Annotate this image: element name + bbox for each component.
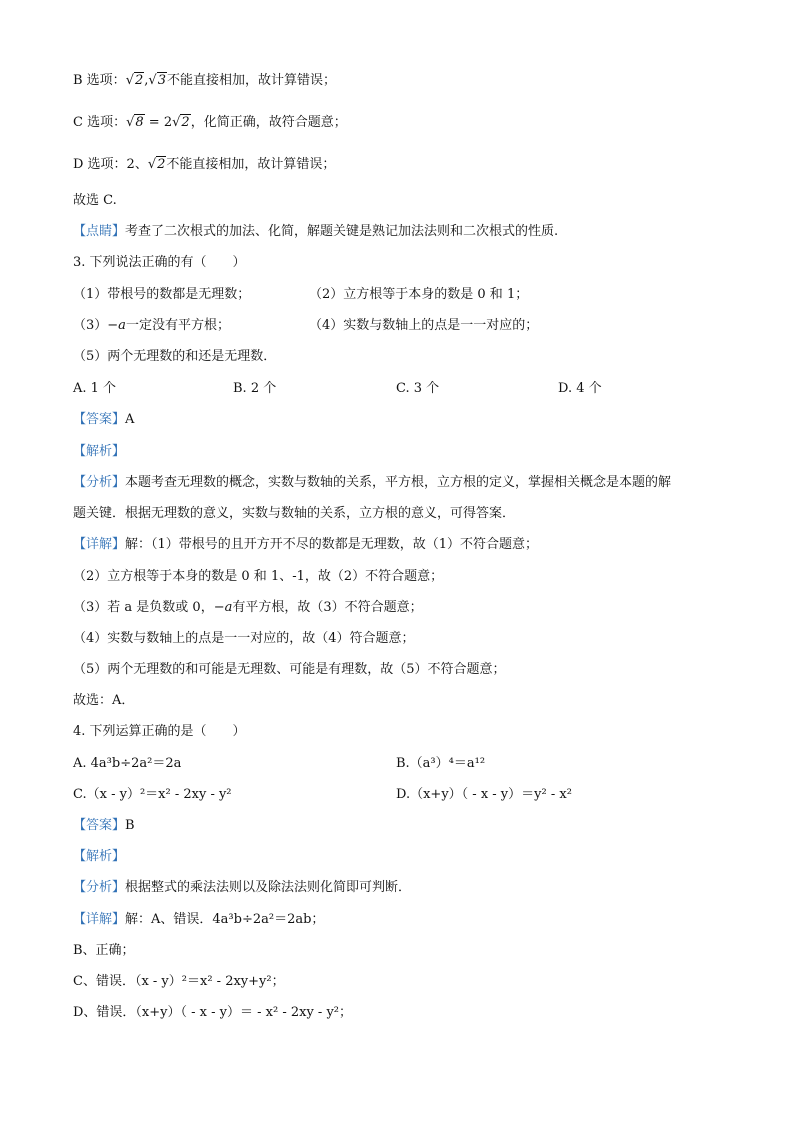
q4-detail-3: C、错误．（x - y）²＝x² - 2xy+y²； [73, 974, 285, 989]
q3-choose: 故选：A． [73, 693, 135, 708]
sqrt-3: √3 [148, 73, 166, 88]
fenxi-tag: 【分析】 [73, 475, 126, 490]
q3-statement-4: （4）实数与数轴上的点是一一对应的； [309, 318, 539, 333]
q3-detail-1: 【详解】解：（1）带根号的且开方开不尽的数都是无理数，故（1）不符合题意； [73, 537, 539, 552]
q4-option-d: D.（x+y）（ - x - y）＝y² - x² [396, 787, 572, 802]
q4-analysis-tag: 【解析】 [73, 849, 126, 864]
q4-option-a: A. 4a³b÷2a²＝2a [73, 756, 182, 771]
sqrt-8: √8 [126, 115, 144, 130]
q3-title: 3. 下列说法正确的有（ ） [73, 255, 246, 270]
q4-title: 4. 下列运算正确的是（ ） [73, 724, 246, 739]
q3-fenxi-2: 题关键．根据无理数的意义，实数与数轴的关系，立方根的意义，可得答案． [73, 506, 516, 521]
q3-option-a: A. 1 个 [73, 381, 117, 396]
choose-c: 故选 C. [73, 193, 117, 208]
sqrt-2: √2 [125, 73, 144, 88]
q4-answer-line: 【答案】B [73, 818, 135, 833]
q4-option-b: B.（a³）⁴＝a¹² [396, 756, 486, 771]
q3-option-b: B. 2 个 [233, 381, 277, 396]
q3-detail-3: （3）若 a 是负数或 0，−a有平方根，故（3）不符合题意； [73, 600, 423, 615]
q3-analysis-tag: 【解析】 [73, 444, 126, 459]
q3-option-d: D. 4 个 [558, 381, 602, 396]
sqrt-2b: √2 [172, 115, 190, 130]
q4-option-c: C.（x - y）²＝x² - 2xy - y² [73, 787, 232, 802]
q3-fenxi-1: 【分析】本题考查无理数的概念，实数与数轴的关系，平方根，立方根的定义，掌握相关概念是本题的解 [73, 475, 672, 490]
q3-option-c: C. 3 个 [396, 381, 440, 396]
q3-detail-2: （2）立方根等于本身的数是 0 和 1、-1，故（2）不符合题意； [73, 569, 444, 584]
q3-detail-5: （5）两个无理数的和可能是无理数、可能是有理数，故（5）不符合题意； [73, 662, 506, 677]
q3-statement-1: （1）带根号的数都是无理数； [73, 287, 251, 302]
answer-tag: 【答案】 [73, 412, 126, 427]
q3-detail-4: （4）实数与数轴上的点是一一对应的，故（4）符合题意； [73, 631, 415, 646]
b-option-line: B 选项：√2,√3不能直接相加，故计算错误； [73, 73, 336, 88]
q3-statement-3: （3）−a一定没有平方根； [73, 318, 230, 333]
comment-tag: 【点睛】 [73, 224, 126, 239]
q3-statement-5: （5）两个无理数的和还是无理数． [73, 349, 277, 364]
q4-detail-2: B、正确； [73, 943, 135, 958]
xiangjie-tag: 【详解】 [73, 537, 126, 552]
neg-a: −a [107, 318, 126, 333]
comment-line: 【点睛】考查了二次根式的加法、化简，解题关键是熟记加法法则和二次根式的性质. [73, 224, 559, 239]
q4-detail-4: D、错误．（x+y）（ - x - y）＝ - x² - 2xy - y²； [73, 1005, 352, 1020]
q4-fenxi: 【分析】根据整式的乘法法则以及除法法则化简即可判断． [73, 880, 412, 895]
c-option-line: C 选项：√8 = 2√2，化简正确，故符合题意； [73, 115, 347, 130]
q3-answer-line: 【答案】A [73, 412, 135, 427]
q3-statement-2: （2）立方根等于本身的数是 0 和 1； [309, 287, 529, 302]
sqrt-2c: √2 [147, 157, 166, 172]
q4-detail-1: 【详解】解：A、错误．4a³b÷2a²＝2ab； [73, 912, 325, 927]
d-option-line: D 选项：2、√2不能直接相加，故计算错误； [73, 157, 336, 172]
